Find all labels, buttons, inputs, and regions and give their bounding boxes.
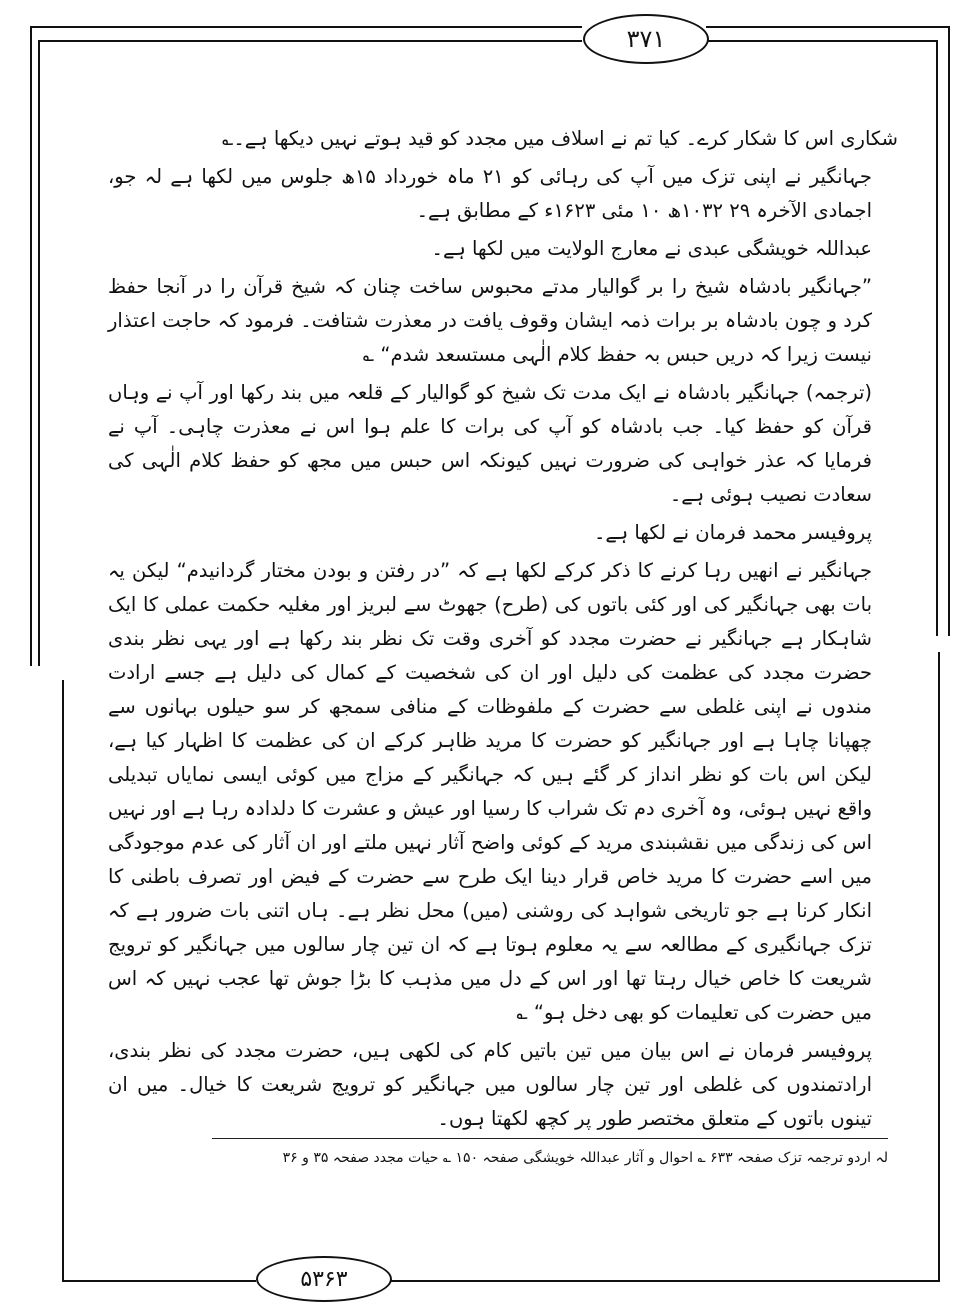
border-right-outer <box>948 26 950 636</box>
border-top-right-inner <box>706 40 938 42</box>
paragraph-6: پروفیسر محمد فرمان نے لکھا ہے۔ <box>593 521 872 544</box>
farman-quote: جہانگیر نے انھیں رہا کرنے کا ذکر کرکے لکھا ہے کہ ”در رفتن و بودن مختار گردانیدم“ لیکن یہ بات بھی جہانگیر کی اور کئی باتوں کی (طرح) جھوٹ سے لبریز اور مغلیہ حکمت عملی کا ایک شاہکار ہے جہانگیر نے حضرت مجدد کو آخری وقت تک نظر بند رکھا ہے اور یہی نظر بندی حضرت مجدد کی عظمت کی دلیل اور ان کی شخصیت کے کمال کی دلیل ہے جسے ارادت مندوں نے اپنی غلطی سے حضرت کے ملفوظات کے منافی سمجھ کر سو حیلوں بہانوں سے چھپانا چاہا ہے اور جہانگیر کو حضرت کا مرید ظاہر کرکے ان کی عظمت کا اظہار کیا ہے، لیکن اس بات کو نظر انداز کر گئے ہیں کہ جہانگیر کے مزاج میں کوئی ایسی نمایاں تبدیلی واقع نہیں ہوئی، وہ آخری دم تک شراب کا رسیا اور عیش و عشرت کا دلدادہ رہا ہے اور نہیں اس کی زندگی میں نقشبندی مرید کے کوئی واضح آثار نہیں ملتے اور ان آثار کی عدم موجودگی میں اسے حضرت کا مرید خاص قرار دینا ایک طرح سے حضرت کے فیض اور تصرف باطنی کا انکار کرنا ہے جو تاریخی شواہد کی روشنی (میں) محل نظر ہے۔ ہاں اتنی بات ضرور ہے کہ تزک جہانگیری کے مطالعہ سے یہ معلوم ہوتا ہے کہ ان تین چار سالوں میں جہانگیر کو ترویج شریعت کا خاص خیال رہتا تھا اور اس کے دل میں مذہب کا بڑا جوش تھا عجب نہیں کہ اس میں حضرت کی تعلیمات کو بھی دخل ہو“ ؎ <box>108 559 872 1024</box>
border-left-lower <box>62 680 64 1282</box>
border-left-inner <box>38 40 40 666</box>
paragraph-2: جہانگیر نے اپنی تزک میں آپ کی رہائی کو ۲۱ ماہ خورداد ۱۵ھ جلوس میں لکھا ہے لہ جو، اجمادی الآخرہ ۲۹ ۱۰۳۲ھ ۱۰ مئی ۱۶۲۳ء کے مطابق ہے۔ <box>108 165 872 222</box>
border-top-right-outer <box>706 26 950 28</box>
border-bottom-left <box>62 1280 256 1282</box>
translation-paragraph: (ترجمہ) جہانگیر بادشاہ نے ایک مدت تک شیخ کو گوالیار کے قلعہ میں بند رکھا اور آپ نے وہاں قرآن کو حفظ کیا۔ جب بادشاہ کو آپ کی برات کا علم ہوا اس نے معذرت چاہی۔ آپ نے فرمایا کہ عذر خواہی کی ضرورت نہیں کیونکہ اس حبس میں مجھ کو حفظ کلام الٰہی کی سعادت نصیب ہوئی ہے۔ <box>108 381 872 506</box>
border-top-outer <box>30 26 582 28</box>
border-right-lower <box>938 652 940 1282</box>
closing-paragraph: پروفیسر فرمان نے اس بیان میں تین باتیں کام کی لکھی ہیں، حضرت مجدد کی نظر بندی، ارادتمندوں کی غلطی اور تین چار سالوں میں جہانگیر کو ترویج شریعت کا خیال۔ میں ان تینوں باتوں کے متعلق مختصر طور پر کچھ لکھتا ہوں۔ <box>108 1039 872 1130</box>
paragraph-1: شکاری اس کا شکار کرے۔ کیا تم نے اسلاف میں مجدد کو قید ہوتے نہیں دیکھا ہے۔؎ <box>221 127 898 150</box>
footnote: لہ اردو ترجمہ تزک صفحہ ۶۳۳ ؎ احوال و آثار عبداللہ خویشگی صفحہ ۱۵۰ ؎ حیات مجدد صفحہ ۳۵ و ۳۶ <box>282 1150 888 1166</box>
border-left-outer <box>30 26 32 666</box>
border-top-inner <box>38 40 582 42</box>
border-right-inner <box>936 40 938 636</box>
page-number-top: ۳۷۱ <box>583 14 709 64</box>
border-bottom-right <box>388 1280 940 1282</box>
persian-quote: ”جہانگیر بادشاہ شیخ را بر گوالیار مدتے محبوس ساخت چنان کہ شیخ قرآن را در آنجا حفظ کرد و چون بادشاہ بر برات ذمہ ایشان وقوف یافت در معذرت شتافت۔ فرمود کہ حاجت اعتذار نیست زیرا کہ دریں حبس بہ حفظ کلام الٰہی مستسعد شدم“ ؎ <box>108 275 872 366</box>
footnote-separator <box>212 1138 888 1139</box>
paragraph-3: عبداللہ خویشگی عبدی نے معارج الولایت میں لکھا ہے۔ <box>431 237 872 260</box>
page-number-bottom: ۵۳۶۳ <box>256 1256 392 1302</box>
body-text <box>108 122 898 1140</box>
